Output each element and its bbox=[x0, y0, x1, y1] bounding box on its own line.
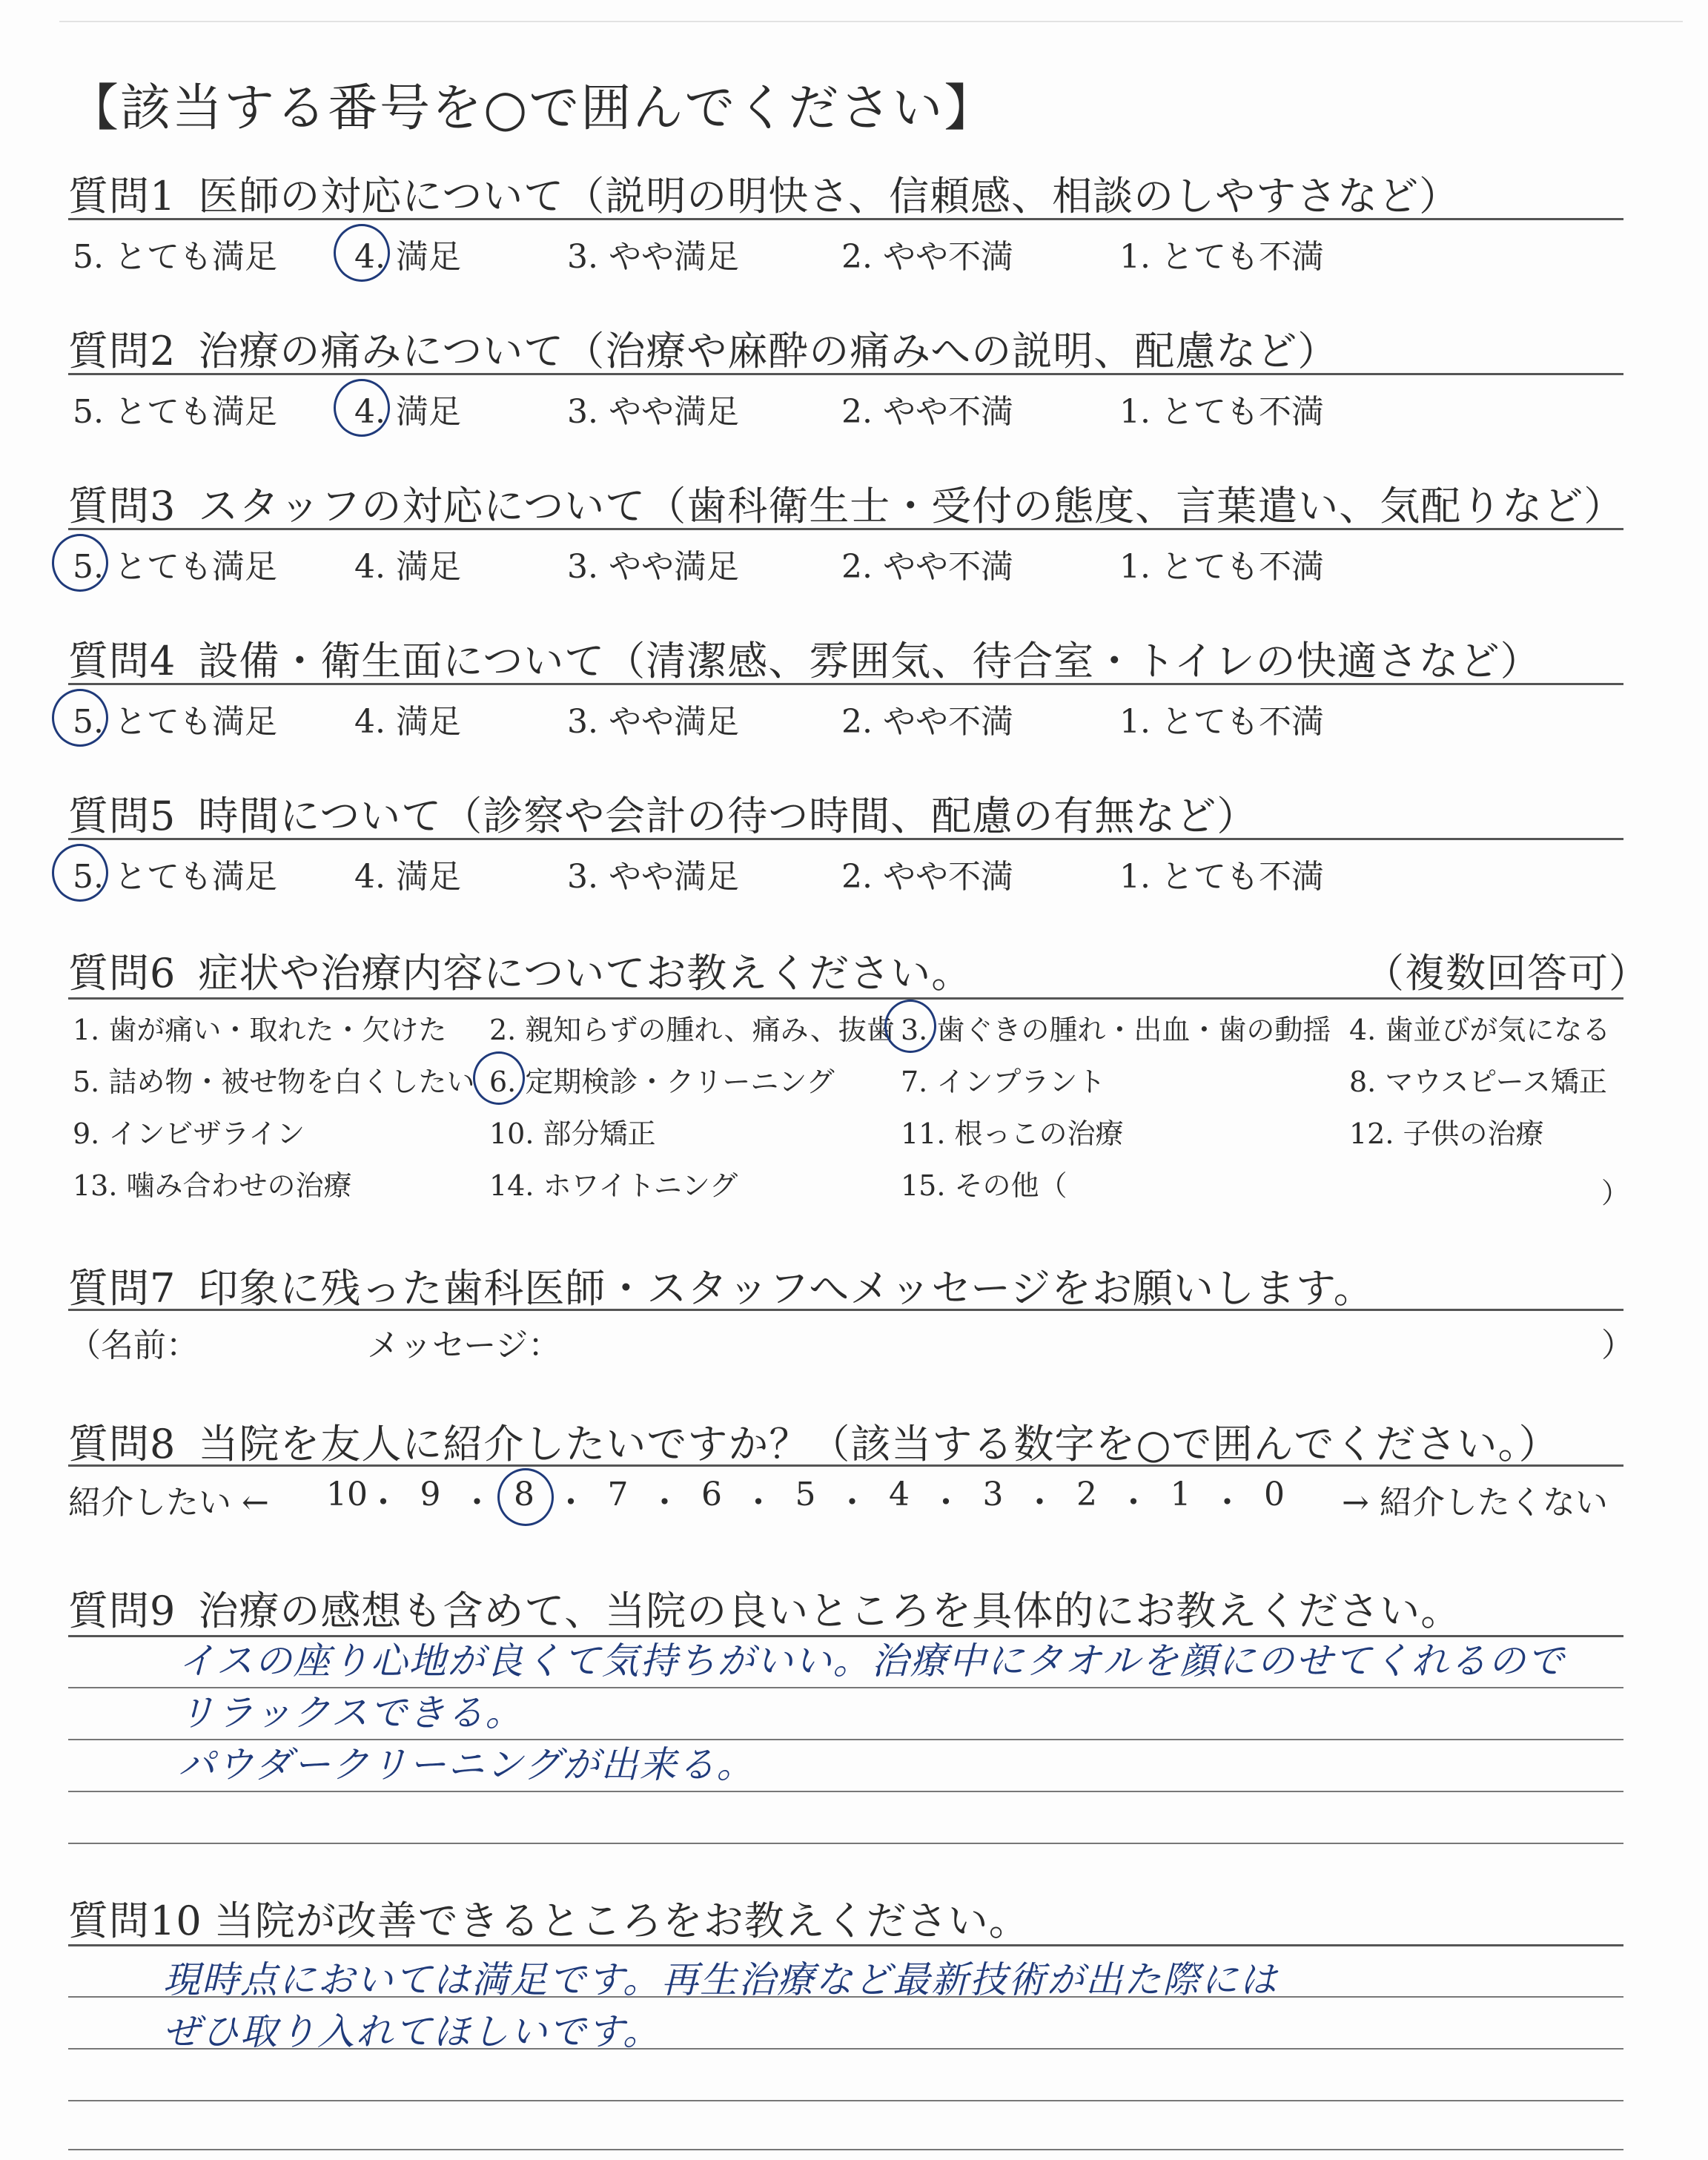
question-6-rule bbox=[68, 997, 1623, 1000]
rating-option-5[interactable]: 5. とても満足 bbox=[73, 548, 277, 586]
recommend-score-3[interactable]: 3 bbox=[982, 1476, 1004, 1513]
symptom-option-1[interactable]: 1. 歯が痛い・取れた・欠けた bbox=[73, 1014, 447, 1046]
page-top-edge bbox=[59, 21, 1683, 22]
question-rule bbox=[68, 218, 1623, 220]
selection-circle bbox=[52, 689, 108, 747]
question-number: 質問9 bbox=[68, 1588, 176, 1634]
symptom-option-14[interactable]: 14. ホワイトニング bbox=[489, 1169, 738, 1202]
symptom-option-7[interactable]: 7. インプラント bbox=[901, 1066, 1106, 1098]
answer-line bbox=[68, 2100, 1623, 2101]
question-number: 質問7 bbox=[68, 1265, 176, 1312]
question-9-heading bbox=[68, 1579, 1461, 1636]
multiple-answer-note: （複数回答可） bbox=[1364, 950, 1649, 997]
rating-option-3[interactable]: 3. やや満足 bbox=[567, 238, 739, 276]
question-8-rule bbox=[68, 1464, 1623, 1467]
symptom-option-15[interactable]: 15. その他（ bbox=[901, 1169, 1068, 1202]
rating-option-4[interactable]: 4. 満足 bbox=[354, 858, 461, 896]
question-2-heading bbox=[68, 320, 1338, 377]
selection-circle bbox=[497, 1468, 554, 1526]
answer-line bbox=[68, 1843, 1623, 1844]
question-text: 設備・衛生面について（清潔感、雰囲気、待合室・トイレの快適さなど） bbox=[198, 638, 1541, 684]
rating-option-3[interactable]: 3. やや満足 bbox=[567, 548, 739, 586]
scale-separator: ・ bbox=[742, 1484, 775, 1522]
recommend-right-label: → 紹介したくない bbox=[1342, 1484, 1608, 1522]
rating-option-1[interactable]: 1. とても不満 bbox=[1119, 393, 1324, 431]
question-number: 質問2 bbox=[68, 328, 176, 374]
question-number: 質問10 bbox=[68, 1898, 202, 1944]
symptom-option-8[interactable]: 8. マウスピース矯正 bbox=[1349, 1066, 1607, 1098]
message-close-paren: ） bbox=[1601, 1327, 1634, 1364]
symptom-option-9[interactable]: 9. インビザライン bbox=[73, 1117, 305, 1150]
rating-option-1[interactable]: 1. とても不満 bbox=[1119, 858, 1324, 896]
question-number: 質問1 bbox=[68, 173, 176, 219]
recommend-score-0[interactable]: 0 bbox=[1264, 1476, 1285, 1513]
rating-option-3[interactable]: 3. やや満足 bbox=[567, 393, 739, 431]
scale-separator: ・ bbox=[835, 1484, 869, 1522]
rating-option-2[interactable]: 2. やや不満 bbox=[841, 548, 1013, 586]
question-number: 質問3 bbox=[68, 483, 176, 529]
selection-circle bbox=[884, 1000, 936, 1053]
scale-separator: ・ bbox=[367, 1484, 400, 1522]
question-text: スタッフの対応について（歯科衛生士・受付の態度、言葉遣い、気配りなど） bbox=[198, 483, 1625, 529]
scale-separator: ・ bbox=[930, 1484, 962, 1522]
symptom-option-4[interactable]: 4. 歯並びが気になる bbox=[1349, 1014, 1611, 1046]
question-number: 質問5 bbox=[68, 793, 176, 839]
rating-option-1[interactable]: 1. とても不満 bbox=[1119, 238, 1324, 276]
selection-circle bbox=[52, 534, 108, 592]
recommend-score-8[interactable]: 8 bbox=[514, 1476, 534, 1513]
rating-option-3[interactable]: 3. やや満足 bbox=[567, 703, 739, 741]
recommend-score-10[interactable]: 10 bbox=[326, 1476, 368, 1513]
recommend-score-1[interactable]: 1 bbox=[1170, 1476, 1191, 1513]
symptom-option-6[interactable]: 6. 定期検診・クリーニング bbox=[489, 1066, 835, 1098]
question-7-rule bbox=[68, 1309, 1623, 1311]
rating-option-5[interactable]: 5. とても満足 bbox=[73, 703, 277, 741]
answer-line bbox=[68, 2149, 1623, 2150]
rating-option-4[interactable]: 4. 満足 bbox=[354, 393, 461, 431]
question-text: 時間について（診察や会計の待つ時間、配慮の有無など） bbox=[198, 793, 1258, 839]
question-text: 治療の感想も含めて、当院の良いところを具体的にお教えください。 bbox=[198, 1588, 1462, 1634]
rating-option-4[interactable]: 4. 満足 bbox=[354, 548, 461, 586]
symptom-option-5[interactable]: 5. 詰め物・被せ物を白くしたい bbox=[73, 1066, 475, 1098]
name-label: （名前： bbox=[68, 1327, 199, 1364]
question-text: 当院が改善できるところをお教えください。 bbox=[214, 1898, 1030, 1944]
scale-separator: ・ bbox=[1117, 1484, 1150, 1522]
symptom-option-11[interactable]: 11. 根っこの治療 bbox=[901, 1117, 1124, 1150]
recommend-score-4[interactable]: 4 bbox=[889, 1476, 910, 1513]
question-rule bbox=[68, 838, 1623, 840]
message-label: メッセージ： bbox=[367, 1327, 561, 1364]
question-5-heading bbox=[68, 785, 1257, 842]
recommend-left-label: 紹介したい ← bbox=[68, 1484, 269, 1522]
question-text: 症状や治療内容についてお教えください。 bbox=[198, 950, 973, 997]
selection-circle bbox=[473, 1051, 525, 1105]
scale-separator: ・ bbox=[1211, 1484, 1244, 1522]
question-number: 質問6 bbox=[68, 950, 176, 997]
question-text: 印象に残った歯科医師・スタッフへメッセージをお願いします。 bbox=[198, 1265, 1374, 1312]
symptom-option-10[interactable]: 10. 部分矯正 bbox=[489, 1117, 656, 1150]
recommend-score-5[interactable]: 5 bbox=[795, 1476, 816, 1513]
selection-circle bbox=[334, 224, 390, 282]
rating-option-4[interactable]: 4. 満足 bbox=[354, 238, 461, 276]
question-7-heading bbox=[68, 1257, 1374, 1314]
rating-option-1[interactable]: 1. とても不満 bbox=[1119, 703, 1324, 741]
handwritten-answer-line: リラックスできる。 bbox=[178, 1691, 524, 1734]
question-rule bbox=[68, 528, 1623, 530]
symptom-option-12[interactable]: 12. 子供の治療 bbox=[1349, 1117, 1544, 1150]
handwritten-answer-line: ぜひ取り入れてほしいです。 bbox=[163, 2010, 661, 2053]
rating-option-2[interactable]: 2. やや不満 bbox=[841, 703, 1013, 741]
recommend-score-2[interactable]: 2 bbox=[1076, 1476, 1097, 1513]
recommend-score-7[interactable]: 7 bbox=[607, 1476, 629, 1513]
rating-option-4[interactable]: 4. 満足 bbox=[354, 703, 461, 741]
handwritten-answer-line: イスの座り心地が良くて気持ちがいい。治療中にタオルを顔にのせてくれるので bbox=[178, 1639, 1566, 1682]
scale-separator: ・ bbox=[648, 1484, 681, 1522]
symptom-option-13[interactable]: 13. 噛み合わせの治療 bbox=[73, 1169, 352, 1202]
question-rule bbox=[68, 373, 1623, 375]
question-text: 治療の痛みについて（治療や麻酔の痛みへの説明、配慮など） bbox=[198, 328, 1339, 374]
recommend-score-6[interactable]: 6 bbox=[701, 1476, 722, 1513]
rating-option-3[interactable]: 3. やや満足 bbox=[567, 858, 739, 896]
question-3-heading bbox=[68, 475, 1624, 532]
rating-option-5[interactable]: 5. とても満足 bbox=[73, 393, 277, 431]
rating-option-2[interactable]: 2. やや不満 bbox=[841, 238, 1013, 276]
handwritten-answer-line: 現時点においては満足です。再生治療など最新技術が出た際には bbox=[163, 1958, 1278, 2001]
question-6-heading bbox=[68, 942, 972, 999]
answer-line bbox=[68, 1791, 1623, 1792]
scale-separator: ・ bbox=[555, 1484, 587, 1522]
scale-separator: ・ bbox=[460, 1484, 494, 1522]
question-1-heading bbox=[68, 165, 1460, 222]
form-instruction-title: 【該当する番号を○で囲んでください】 bbox=[68, 79, 996, 138]
scale-separator: ・ bbox=[1023, 1484, 1056, 1522]
question-10-rule bbox=[68, 1944, 1623, 1946]
question-text: 当院を友人に紹介したいですか？（該当する数字を○で囲んでください。） bbox=[198, 1421, 1560, 1467]
question-8-heading bbox=[68, 1413, 1559, 1470]
rating-option-5[interactable]: 5. とても満足 bbox=[73, 238, 277, 276]
recommend-score-9[interactable]: 9 bbox=[420, 1476, 441, 1513]
selection-circle bbox=[52, 844, 108, 902]
handwritten-answer-line: パウダークリーニングが出来る。 bbox=[178, 1743, 755, 1786]
rating-option-2[interactable]: 2. やや不満 bbox=[841, 393, 1013, 431]
selection-circle bbox=[334, 379, 390, 437]
question-10-heading bbox=[68, 1889, 1030, 1946]
question-number: 質問4 bbox=[68, 638, 176, 684]
rating-option-2[interactable]: 2. やや不満 bbox=[841, 858, 1013, 896]
rating-option-1[interactable]: 1. とても不満 bbox=[1119, 548, 1324, 586]
rating-option-5[interactable]: 5. とても満足 bbox=[73, 858, 277, 896]
question-text: 医師の対応について（説明の明快さ、信頼感、相談のしやすさなど） bbox=[198, 173, 1460, 219]
question-4-heading bbox=[68, 630, 1541, 687]
question-number: 質問8 bbox=[68, 1421, 176, 1467]
question-rule bbox=[68, 683, 1623, 685]
other-close-paren: ） bbox=[1601, 1177, 1630, 1209]
symptom-option-2[interactable]: 2. 親知らずの腫れ、痛み、抜歯 bbox=[489, 1014, 895, 1046]
symptom-option-3[interactable]: 3. 歯ぐきの腫れ・出血・歯の動揺 bbox=[901, 1014, 1331, 1046]
